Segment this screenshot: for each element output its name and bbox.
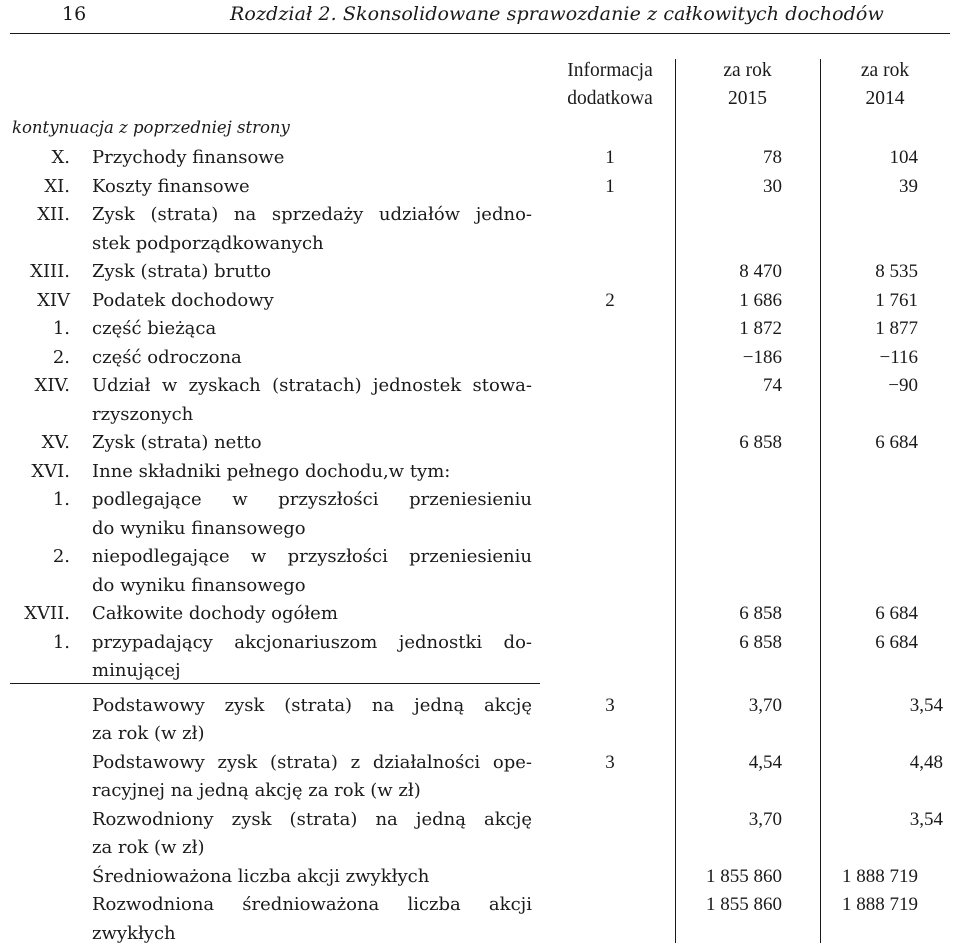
- table-row: [0, 173, 960, 202]
- value-2015: 6 858: [739, 432, 782, 453]
- row-label-line: Rozwodniony zysk (strata) na jedną akcję: [92, 808, 532, 830]
- row-label-line: niepodlegające w przyszłości przeniesieniu: [92, 546, 532, 567]
- note-reference: 1: [605, 147, 615, 168]
- row-label: [92, 372, 532, 429]
- table-row: [0, 429, 960, 458]
- row-label-line: stek podporządkowanych: [92, 232, 324, 254]
- eps-row: [0, 891, 960, 948]
- row-number: 2.: [52, 346, 70, 368]
- row-label-line: minującej: [92, 660, 181, 681]
- value-2014: 6 684: [875, 432, 918, 453]
- value-2015: 3,70: [748, 808, 782, 830]
- table-row: [0, 201, 960, 258]
- row-number: XII.: [37, 204, 70, 225]
- row-label-line: rzyszonych: [92, 403, 194, 425]
- row-number: XI.: [44, 175, 70, 197]
- table-row: [0, 458, 960, 487]
- row-label-line: Podstawowy zysk (strata) z działalności ope-: [92, 751, 532, 773]
- column-header-2015-line1: za rok: [723, 60, 772, 81]
- table-row: [0, 287, 960, 316]
- value-2014: 4,48: [909, 751, 943, 773]
- column-header-2015: [675, 57, 820, 113]
- column-header-2014-line1: za rok: [860, 60, 910, 81]
- value-2014: 6 684: [875, 603, 918, 624]
- row-label-line: przypadający akcjonariuszom jednostki do-: [92, 631, 532, 653]
- value-2014: 39: [899, 175, 918, 197]
- row-label-line: Koszty finansowe: [92, 175, 250, 197]
- row-label: [92, 863, 532, 892]
- row-label: [92, 600, 532, 629]
- row-label-line: Zysk (strata) brutto: [92, 261, 272, 282]
- note-reference: 2: [605, 289, 615, 311]
- row-label: [92, 429, 532, 458]
- value-2014: 6 684: [875, 631, 918, 653]
- row-number: X.: [51, 147, 70, 168]
- value-2015: 6 858: [739, 631, 782, 653]
- row-label-line: część odroczona: [92, 346, 242, 368]
- eps-row: [0, 806, 960, 863]
- row-label-line: część bieżąca: [92, 318, 217, 339]
- value-2014: −116: [879, 346, 918, 368]
- row-label: [92, 458, 532, 487]
- value-2014: −90: [888, 375, 918, 396]
- row-label-line: zwykłych: [92, 922, 176, 944]
- row-label-line: Całkowite dochody ogółem: [92, 603, 338, 624]
- note-reference: 3: [605, 694, 615, 716]
- row-label-line: Podstawowy zysk (strata) na jedną akcję: [92, 694, 532, 716]
- column-header-info-line1: Informacja: [567, 60, 653, 81]
- value-2015: 1 855 860: [706, 865, 782, 887]
- running-header: [0, 0, 960, 28]
- row-label-line: do wyniku finansowego: [92, 574, 306, 596]
- table-row: [0, 486, 960, 543]
- row-number: XV.: [41, 432, 70, 453]
- table-row: [0, 543, 960, 600]
- row-label: [92, 806, 532, 863]
- row-label: [92, 144, 532, 173]
- eps-row: [0, 692, 960, 749]
- row-label: [92, 891, 532, 948]
- value-2015: 74: [763, 375, 782, 396]
- row-label-line: Rozwodniona średnioważona liczba akcji: [92, 894, 532, 915]
- row-label: [92, 543, 532, 600]
- value-2015: 6 858: [739, 603, 782, 624]
- page-number: 16: [62, 3, 87, 25]
- row-label: [92, 315, 532, 344]
- row-label: [92, 749, 532, 806]
- table-row: [0, 600, 960, 629]
- row-label: [92, 692, 532, 749]
- value-2014: 1 888 719: [842, 894, 918, 915]
- row-label: [92, 201, 532, 258]
- row-number: XIV: [37, 289, 70, 311]
- column-header-2015-line2: 2015: [728, 88, 767, 109]
- value-2015: 4,54: [748, 751, 782, 773]
- column-header-2014-line2: 2014: [865, 88, 905, 109]
- row-label: [92, 486, 532, 543]
- header-rule: [10, 33, 950, 34]
- row-label: [92, 344, 532, 373]
- row-label-line: Zysk (strata) na sprzedaży udziałów jedno-: [92, 204, 532, 225]
- note-reference: 1: [605, 175, 615, 197]
- value-2014: 104: [889, 147, 918, 168]
- value-2014: 1 888 719: [842, 865, 918, 887]
- value-2015: 78: [763, 147, 782, 168]
- continuation-note: kontynuacja z poprzedniej strony: [12, 118, 290, 137]
- value-2015: 3,70: [748, 694, 782, 716]
- value-2014: 3,54: [909, 694, 943, 716]
- row-number: XVI.: [31, 460, 70, 482]
- row-label-line: Średnioważona liczba akcji zwykłych: [92, 865, 430, 887]
- row-label: [92, 173, 532, 202]
- column-header-info: [545, 57, 675, 113]
- row-label-line: Przychody finansowe: [92, 147, 285, 168]
- eps-row: [0, 749, 960, 806]
- row-label-line: do wyniku finansowego: [92, 517, 306, 539]
- chapter-title: Rozdział 2. Skonsolidowane sprawozdanie z całkowitych dochodów: [230, 3, 884, 25]
- section-divider: [10, 683, 540, 684]
- value-2015: 1 855 860: [706, 894, 782, 915]
- value-2014: 8 535: [875, 261, 918, 282]
- table-row: [0, 372, 960, 429]
- value-2014: 1 761: [875, 289, 918, 311]
- row-label: [92, 287, 532, 316]
- row-number: 1.: [52, 318, 70, 339]
- row-label-line: Zysk (strata) netto: [92, 432, 262, 453]
- row-label: [92, 258, 532, 287]
- table-row: [0, 629, 960, 686]
- row-number: XIII.: [30, 261, 70, 282]
- eps-row: [0, 863, 960, 892]
- row-label-line: podlegające w przyszłości przeniesieniu: [92, 489, 532, 510]
- note-reference: 3: [605, 751, 615, 773]
- table-row: [0, 344, 960, 373]
- row-label: [92, 629, 532, 686]
- value-2015: 1 872: [739, 318, 782, 339]
- value-2015: 30: [763, 175, 782, 197]
- row-number: 2.: [52, 546, 70, 567]
- row-label-line: racyjnej na jedną akcję za rok (w zł): [92, 780, 421, 801]
- row-number: 1.: [52, 489, 70, 510]
- row-label-line: za rok (w zł): [92, 837, 205, 858]
- column-header-2014: [820, 57, 950, 113]
- row-label-line: za rok (w zł): [92, 723, 205, 744]
- table-row: [0, 315, 960, 344]
- row-number: XIV.: [34, 375, 70, 396]
- value-2015: 1 686: [739, 289, 782, 311]
- row-label-line: Udział w zyskach (stratach) jednostek stowa-: [92, 375, 532, 396]
- value-2014: 3,54: [909, 808, 943, 830]
- row-label-line: Podatek dochodowy: [92, 289, 274, 311]
- value-2015: −186: [742, 346, 782, 368]
- value-2015: 8 470: [739, 261, 782, 282]
- column-header-info-line2: dodatkowa: [567, 88, 653, 109]
- table-row: [0, 144, 960, 173]
- row-number: 1.: [52, 631, 70, 653]
- row-number: XVII.: [24, 603, 70, 624]
- row-label-line: Inne składniki pełnego dochodu,w tym:: [92, 460, 451, 482]
- value-2014: 1 877: [875, 318, 918, 339]
- table-row: [0, 258, 960, 287]
